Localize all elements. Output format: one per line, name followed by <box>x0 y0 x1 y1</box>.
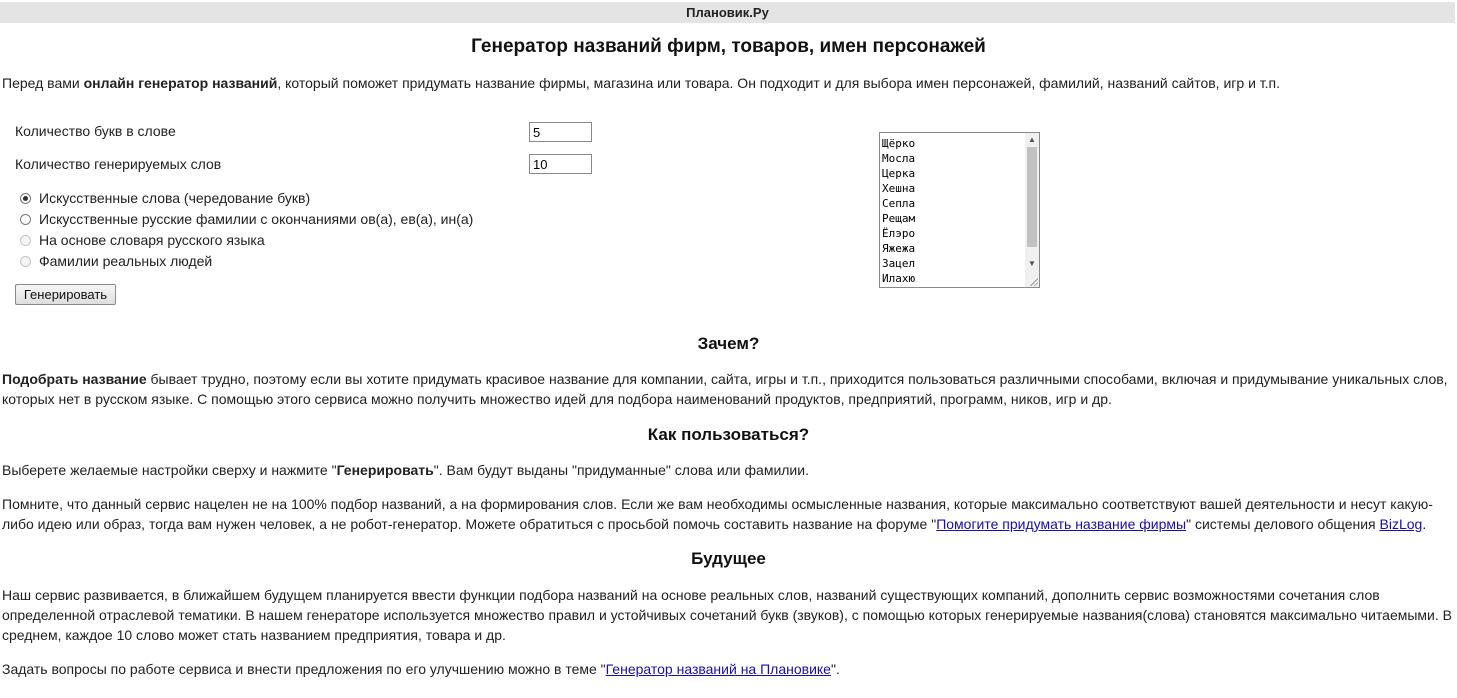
result-item[interactable]: Сепла <box>882 197 916 210</box>
future-paragraph <box>2 585 1454 645</box>
radio-button[interactable] <box>20 214 31 225</box>
how-paragraph-2 <box>2 494 1454 534</box>
scrollbar-thumb[interactable] <box>1027 147 1037 247</box>
resize-grip-icon[interactable] <box>1029 277 1038 286</box>
feedback-text-post: ". <box>830 661 840 677</box>
planovik-topic-link[interactable]: Генератор названий на Плановике <box>605 661 831 677</box>
option-dictionary <box>20 232 265 248</box>
result-item[interactable]: Илахю <box>882 272 916 285</box>
letters-count-label: Количество букв в слове <box>15 123 176 139</box>
radio-button-disabled <box>20 256 31 267</box>
result-item[interactable]: Рещам <box>882 212 916 225</box>
how-text-pre: Выберете желаемые настройки сверху и нажмите " <box>2 462 337 478</box>
result-item[interactable]: Зацел <box>882 257 916 270</box>
option-real-surnames <box>20 253 212 269</box>
radio-button-disabled <box>20 235 31 246</box>
how-p2-line-2 <box>2 514 1454 534</box>
how-p2-mid: " системы делового общения <box>1186 516 1380 532</box>
results-listbox[interactable] <box>879 132 1040 288</box>
option-label: Искусственные слова (чередование букв) <box>39 190 311 206</box>
how-line-1 <box>2 460 1454 480</box>
how-p2-line-1: Помните, что данный сервис нацелен не на 100% подбор названий, а на формирования слов. Если же вам необходимы осмысленные названия, которые максимально соответствуют вашей деятельности и несут какую- <box>2 496 1433 512</box>
future-line-2: определенной отраслевой тематики. В нашем генераторе используется множество правил и устойчивых сочетаний букв (звуков), с помощью которых генерируемые названия(слова) становятся максимально читаемыми. В <box>2 607 1452 623</box>
future-heading: Будущее <box>691 549 766 568</box>
option-artificial-surnames[interactable] <box>20 211 473 227</box>
intro-text-pre: Перед вами <box>2 75 84 91</box>
why-heading: Зачем? <box>697 334 760 353</box>
option-label: Фамилии реальных людей <box>39 253 213 269</box>
future-line-1: Наш сервис развивается, в ближайшем будущем планируется ввести функции подбора названий на основе реальных слов, названий существующих компаний, дополнить сервис возможностями сочетания слов <box>2 587 1380 603</box>
how-text-bold: Генерировать <box>336 462 434 478</box>
scrollbar[interactable] <box>1025 133 1039 287</box>
option-label: Искусственные русские фамилии с окончаниями ов(а), ев(а), ин(а) <box>39 211 474 227</box>
letters-count-input[interactable] <box>529 122 592 142</box>
scroll-up-icon[interactable]: ▲ <box>1028 135 1036 144</box>
feedback-paragraph <box>2 659 1454 679</box>
result-item[interactable]: Яжежа <box>882 242 916 255</box>
site-title-bar <box>0 2 1455 23</box>
intro-text-post: , который поможет придумать название фирмы, магазина или товара. Он подходит и для выбора имен персонажей, фамилий, названий сайтов, игр и т.п. <box>277 75 1280 91</box>
why-bold: Подобрать название <box>2 371 147 387</box>
why-line-2: которых нет в русском языке. С помощью этого сервиса можно получить множество идей для подбора наименований продуктов, предприятий, программ, ников, игр и др. <box>2 391 1112 407</box>
intro-text-bold: онлайн генератор названий <box>83 75 278 91</box>
how-p2-text: либо идею или образ, тогда вам нужен человек, а не робот-генератор. Можете обратиться с просьбой помочь составить название на форуме " <box>2 516 937 532</box>
site-title: Плановик.Ру <box>686 5 769 20</box>
option-artificial-words[interactable] <box>20 190 310 206</box>
scroll-down-icon[interactable]: ▼ <box>1028 259 1036 268</box>
how-text-post: ". Вам будут выданы "придуманные" слова или фамилии. <box>433 462 809 478</box>
result-item[interactable]: Щёрко <box>882 137 916 150</box>
generate-button[interactable]: Генерировать <box>15 284 116 305</box>
bizlog-link[interactable]: BizLog <box>1379 516 1423 532</box>
future-line-3: среднем, каждое 10 слово может стать названием предприятия, товара и др. <box>2 627 506 643</box>
results-list <box>882 136 915 286</box>
forum-thread-link[interactable]: Помогите придумать название фирмы <box>936 516 1187 532</box>
how-p2-end: . <box>1422 516 1427 532</box>
result-item[interactable]: Хешна <box>882 182 916 195</box>
why-text-1: бывает трудно, поэтому если вы хотите придумать красивое название для компании, сайта, игры и т.п., приходится пользоваться различными способами, включая и придумывание уникальных слов, <box>146 371 1448 387</box>
why-line-1 <box>2 369 1454 389</box>
how-paragraph-1 <box>2 460 1454 480</box>
result-item[interactable]: Ёлэро <box>882 227 916 240</box>
intro-paragraph <box>2 75 1280 91</box>
feedback-line <box>2 659 1454 679</box>
page-title: Генератор названий фирм, товаров, имен персонажей <box>471 36 986 57</box>
result-item[interactable]: Мосла <box>882 152 916 165</box>
feedback-text-pre: Задать вопросы по работе сервиса и внести предложения по его улучшению можно в теме " <box>2 661 606 677</box>
radio-button-checked[interactable] <box>20 193 31 204</box>
words-count-input[interactable] <box>529 154 592 174</box>
option-label: На основе словаря русского языка <box>39 232 265 248</box>
how-heading: Как пользоваться? <box>647 425 810 444</box>
words-count-label: Количество генерируемых слов <box>15 156 222 172</box>
result-item[interactable]: Церка <box>882 167 916 180</box>
why-paragraph <box>2 369 1454 409</box>
